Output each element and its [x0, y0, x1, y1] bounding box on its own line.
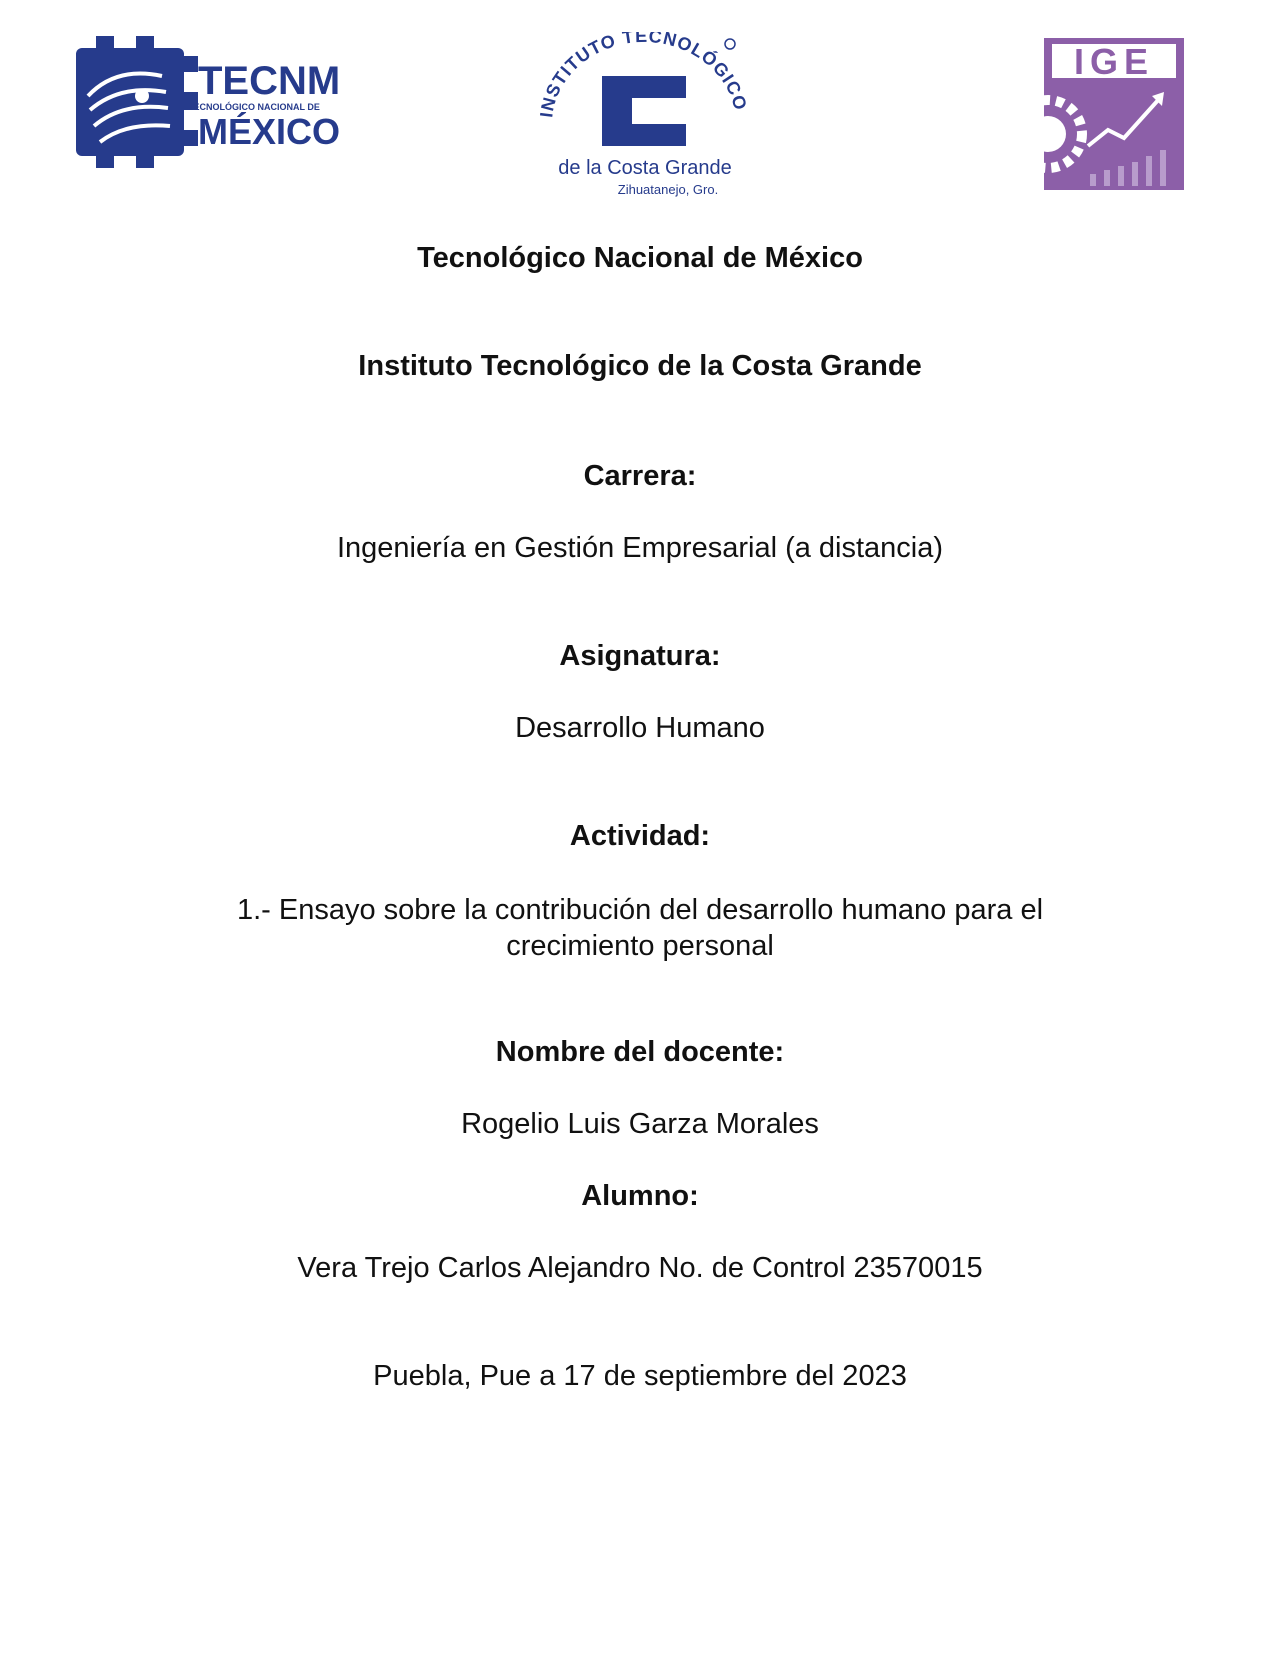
ige-logo	[1044, 38, 1184, 190]
tecnm-subtitle: TECNOLÓGICO NACIONAL DE	[188, 102, 320, 112]
career-value: Ingeniería en Gestión Empresarial (a distancia)	[336, 532, 944, 564]
itcg-logo	[540, 32, 750, 204]
student-name: Vera Trejo Carlos Alejandro No. de Control 23570015	[297, 1252, 983, 1284]
ige-text: IGE	[1073, 41, 1155, 82]
activity-label: Actividad:	[569, 820, 711, 852]
tecnm-emblem-icon	[76, 36, 368, 168]
subject-value: Desarrollo Humano	[515, 712, 765, 744]
teacher-name: Rogelio Luis Garza Morales	[461, 1108, 819, 1140]
teacher-label: Nombre del docente:	[495, 1036, 785, 1068]
tecnm-country: MÉXICO	[198, 111, 341, 152]
place-date: Puebla, Pue a 17 de septiembre del 2023	[373, 1360, 907, 1392]
title: Tecnológico Nacional de México	[417, 242, 863, 274]
itcg-emblem-icon	[540, 32, 750, 204]
tecnm-logo	[76, 36, 368, 168]
student-label: Alumno:	[581, 1180, 699, 1212]
activity-line-2: crecimiento personal	[506, 930, 774, 962]
career-label: Carrera:	[583, 460, 697, 492]
subject-label: Asignatura:	[559, 640, 721, 672]
institute-name: Instituto Tecnológico de la Costa Grande	[358, 350, 922, 382]
svg-text:INSTITUTO TECNOLÓGICO	[540, 32, 750, 119]
tecnm-name: TECNM	[198, 59, 341, 103]
itcg-line1: de la Costa Grande	[558, 157, 732, 179]
activity-description	[190, 892, 1090, 964]
itcg-line2: Zihuatanejo, Gro.	[617, 182, 719, 197]
itcg-arc-text: STITUTO TECNOLÓGICO	[541, 32, 750, 113]
activity-line-1: 1.- Ensayo sobre la contribución del desarrollo humano para el	[236, 894, 1044, 926]
ige-emblem-icon	[1044, 38, 1184, 190]
